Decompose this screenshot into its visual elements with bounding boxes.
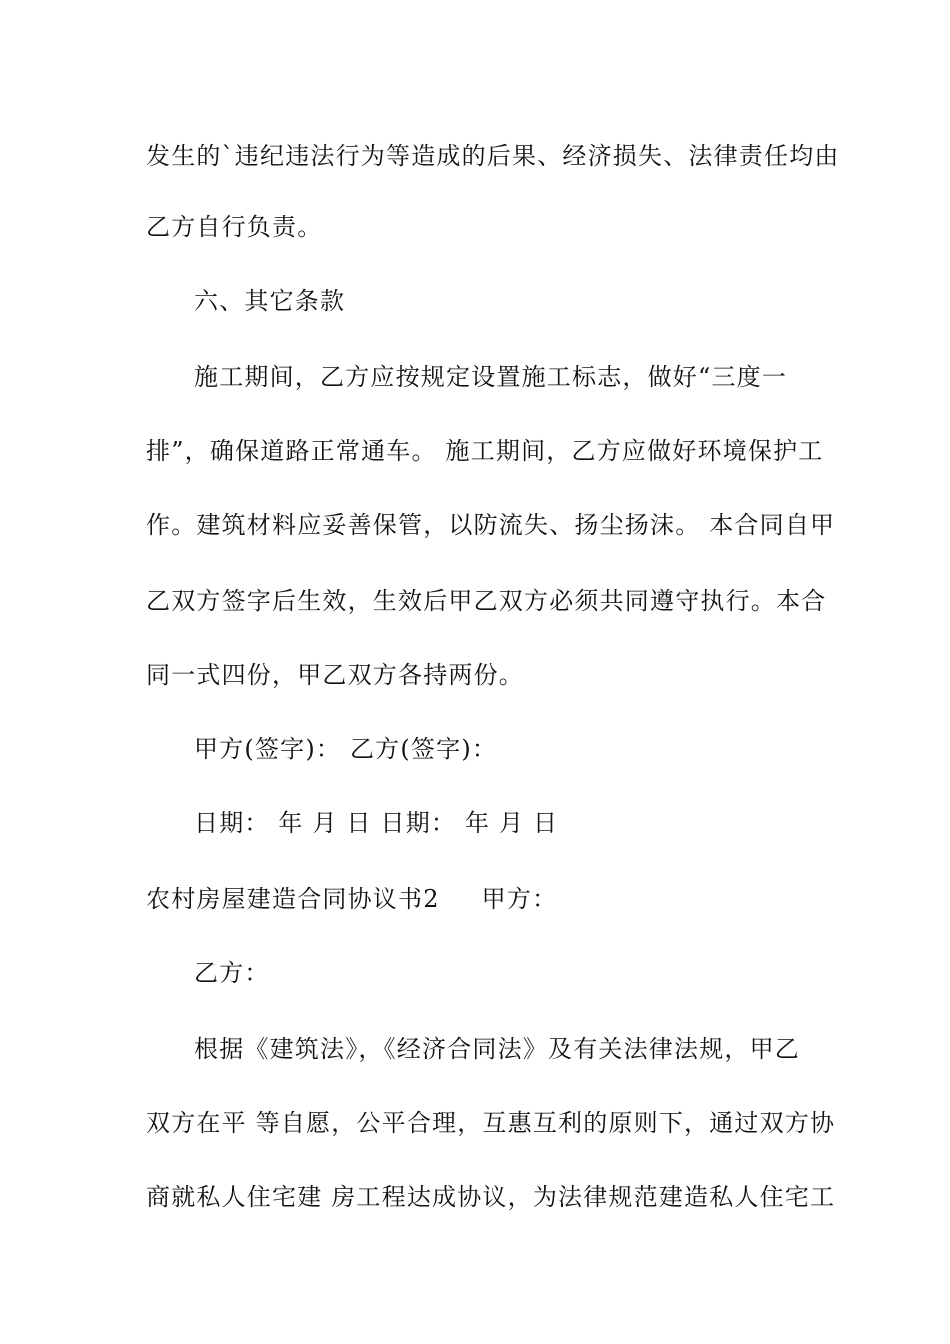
party-b-label: 乙方： [194,959,270,987]
contract-title: 农村房屋建造合同协议书2 [146,885,440,913]
paragraph-line: 作。建筑材料应妥善保管，以防流失、扬尘扬沫。 本合同自甲 [146,511,836,539]
signature-line: 甲方(签字)： 乙方(签字)： [194,735,498,763]
section-heading: 六、其它条款 [194,287,346,315]
paragraph-line: 乙双方签字后生效，生效后甲乙双方必须共同遵守执行。本合 [146,587,827,615]
paragraph-line: 发生的`违纪违法行为等造成的后果、经济损失、法律责任均由 [146,142,840,170]
paragraph-line: 双方在平 等自愿，公平合理，互惠互利的原则下，通过双方协 [146,1109,836,1137]
paragraph-line: 根据《建筑法》，《经济合同法》及有关法律法规，甲乙 [194,1035,800,1063]
paragraph-line: 施工期间，乙方应按规定设置施工标志，做好“三度一 [194,363,788,391]
paragraph-line: 排”，确保道路正常通车。 施工期间，乙方应做好环境保护工 [146,437,824,465]
date-line: 日期： 年 月 日 日期： 年 月 日 [194,809,559,837]
paragraph-line: 同一式四份，甲乙双方各持两份。 [146,661,524,689]
paragraph-line: 商就私人住宅建 房工程达成协议，为法律规范建造私人住宅工 [146,1183,836,1211]
paragraph-line: 乙方自行负责。 [146,213,323,241]
party-a-label: 甲方： [481,885,558,913]
contract-title-line [146,883,816,915]
